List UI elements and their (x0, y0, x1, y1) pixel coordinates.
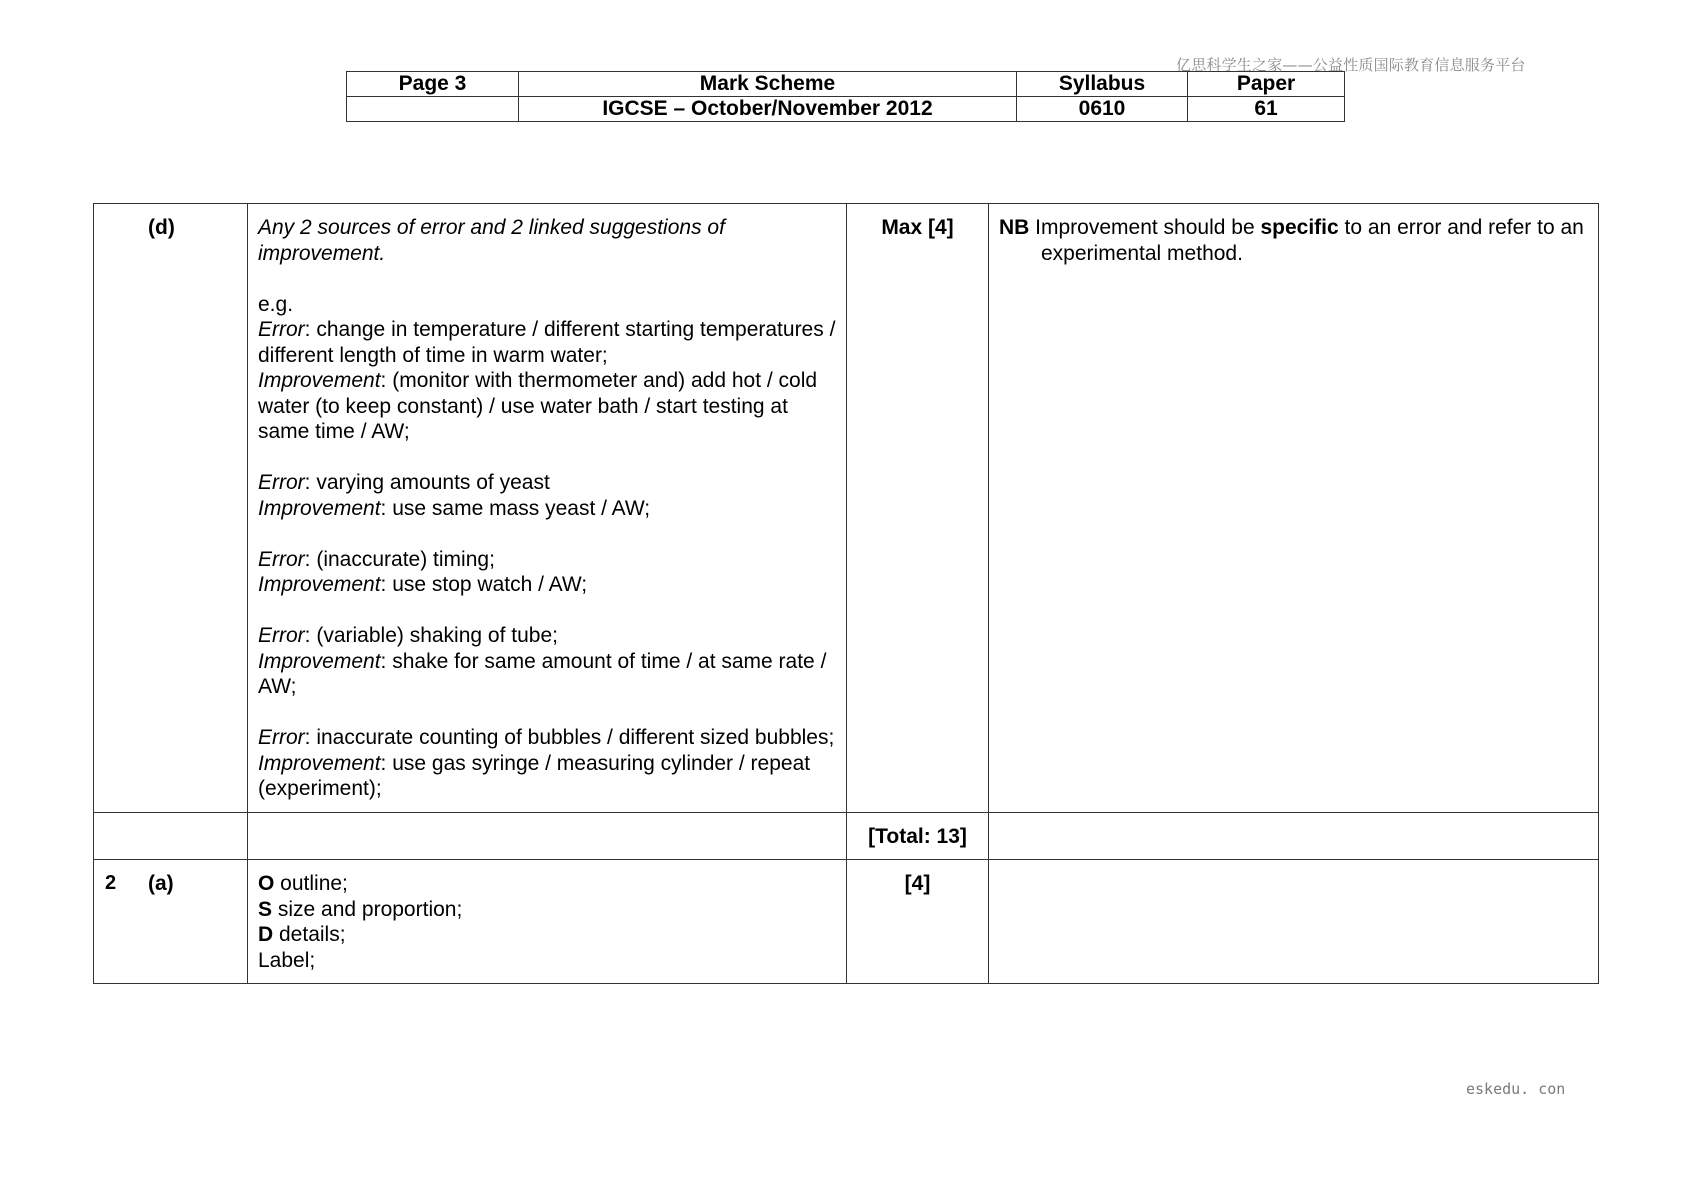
watermark-bottom: eskedu. con (1466, 1080, 1566, 1098)
marks-cell: Max [4] (847, 204, 989, 813)
table-row-d (94, 204, 1599, 813)
guidance-note: NB Improvement should be specific to an error and refer to an experimental method. (999, 216, 1584, 265)
answer-cell (248, 204, 847, 813)
improvement-line: Improvement: shake for same amount of time / at same rate / AW; (258, 649, 827, 698)
header-empty-cell (347, 97, 519, 122)
guidance-cell (989, 812, 1599, 860)
question-number: 2 (105, 872, 117, 894)
improvement-line: Improvement: use stop watch / AW; (258, 573, 588, 596)
question-cell (94, 204, 248, 813)
question-part-a: (a) (148, 872, 174, 895)
question-cell (94, 812, 248, 860)
answer-item: D details; (258, 923, 346, 946)
header-paper-label: Paper (1188, 72, 1345, 97)
guidance-cell (989, 860, 1599, 984)
error-line: Error: (inaccurate) timing; (258, 547, 495, 571)
marks-cell: [4] (847, 860, 989, 984)
improvement-line: Improvement: use gas syringe / measuring cylinder / repeat (experiment); (258, 751, 811, 800)
answer-item: O outline; (258, 872, 348, 895)
improvement-line: Improvement: use same mass yeast / AW; (258, 496, 651, 520)
header-syllabus-label: Syllabus (1017, 72, 1188, 97)
improvement-line: Improvement: (monitor with thermometer and) add hot / cold water (to keep constant) / use water bath / start testing at same time / AW; (258, 369, 818, 443)
error-line: Error: inaccurate counting of bubbles / different sized bubbles; (258, 726, 835, 749)
error-line: Error: change in temperature / different starting temperatures / different length of time in warm water; (258, 318, 836, 367)
guidance-cell (989, 204, 1599, 813)
error-line: Error: varying amounts of yeast (258, 471, 550, 494)
answer-item: Label; (258, 948, 316, 972)
error-line: Error: (variable) shaking of tube; (258, 624, 558, 647)
answer-cell (248, 860, 847, 984)
total-marks: [Total: 13] (847, 812, 989, 860)
question-part-d: (d) (148, 216, 175, 239)
header-paper-number: 61 (1188, 97, 1345, 122)
header-exam: IGCSE – October/November 2012 (519, 97, 1017, 122)
table-row-total (94, 812, 1599, 860)
header-doc-title: Mark Scheme (519, 72, 1017, 97)
header-page: Page 3 (347, 72, 519, 97)
answer-cell (248, 812, 847, 860)
answer-intro: Any 2 sources of error and 2 linked suggestions of improvement. (258, 216, 725, 265)
question-cell (94, 860, 248, 984)
mark-scheme-table (93, 203, 1599, 984)
header-syllabus-code: 0610 (1017, 97, 1188, 122)
table-row-2a (94, 860, 1599, 984)
page-header-table (346, 71, 1345, 122)
watermark-top: 亿思科学生之家——公益性质国际教育信息服务平台 (1176, 56, 1526, 74)
answer-eg: e.g. (258, 292, 294, 316)
answer-item: S size and proportion; (258, 897, 463, 921)
